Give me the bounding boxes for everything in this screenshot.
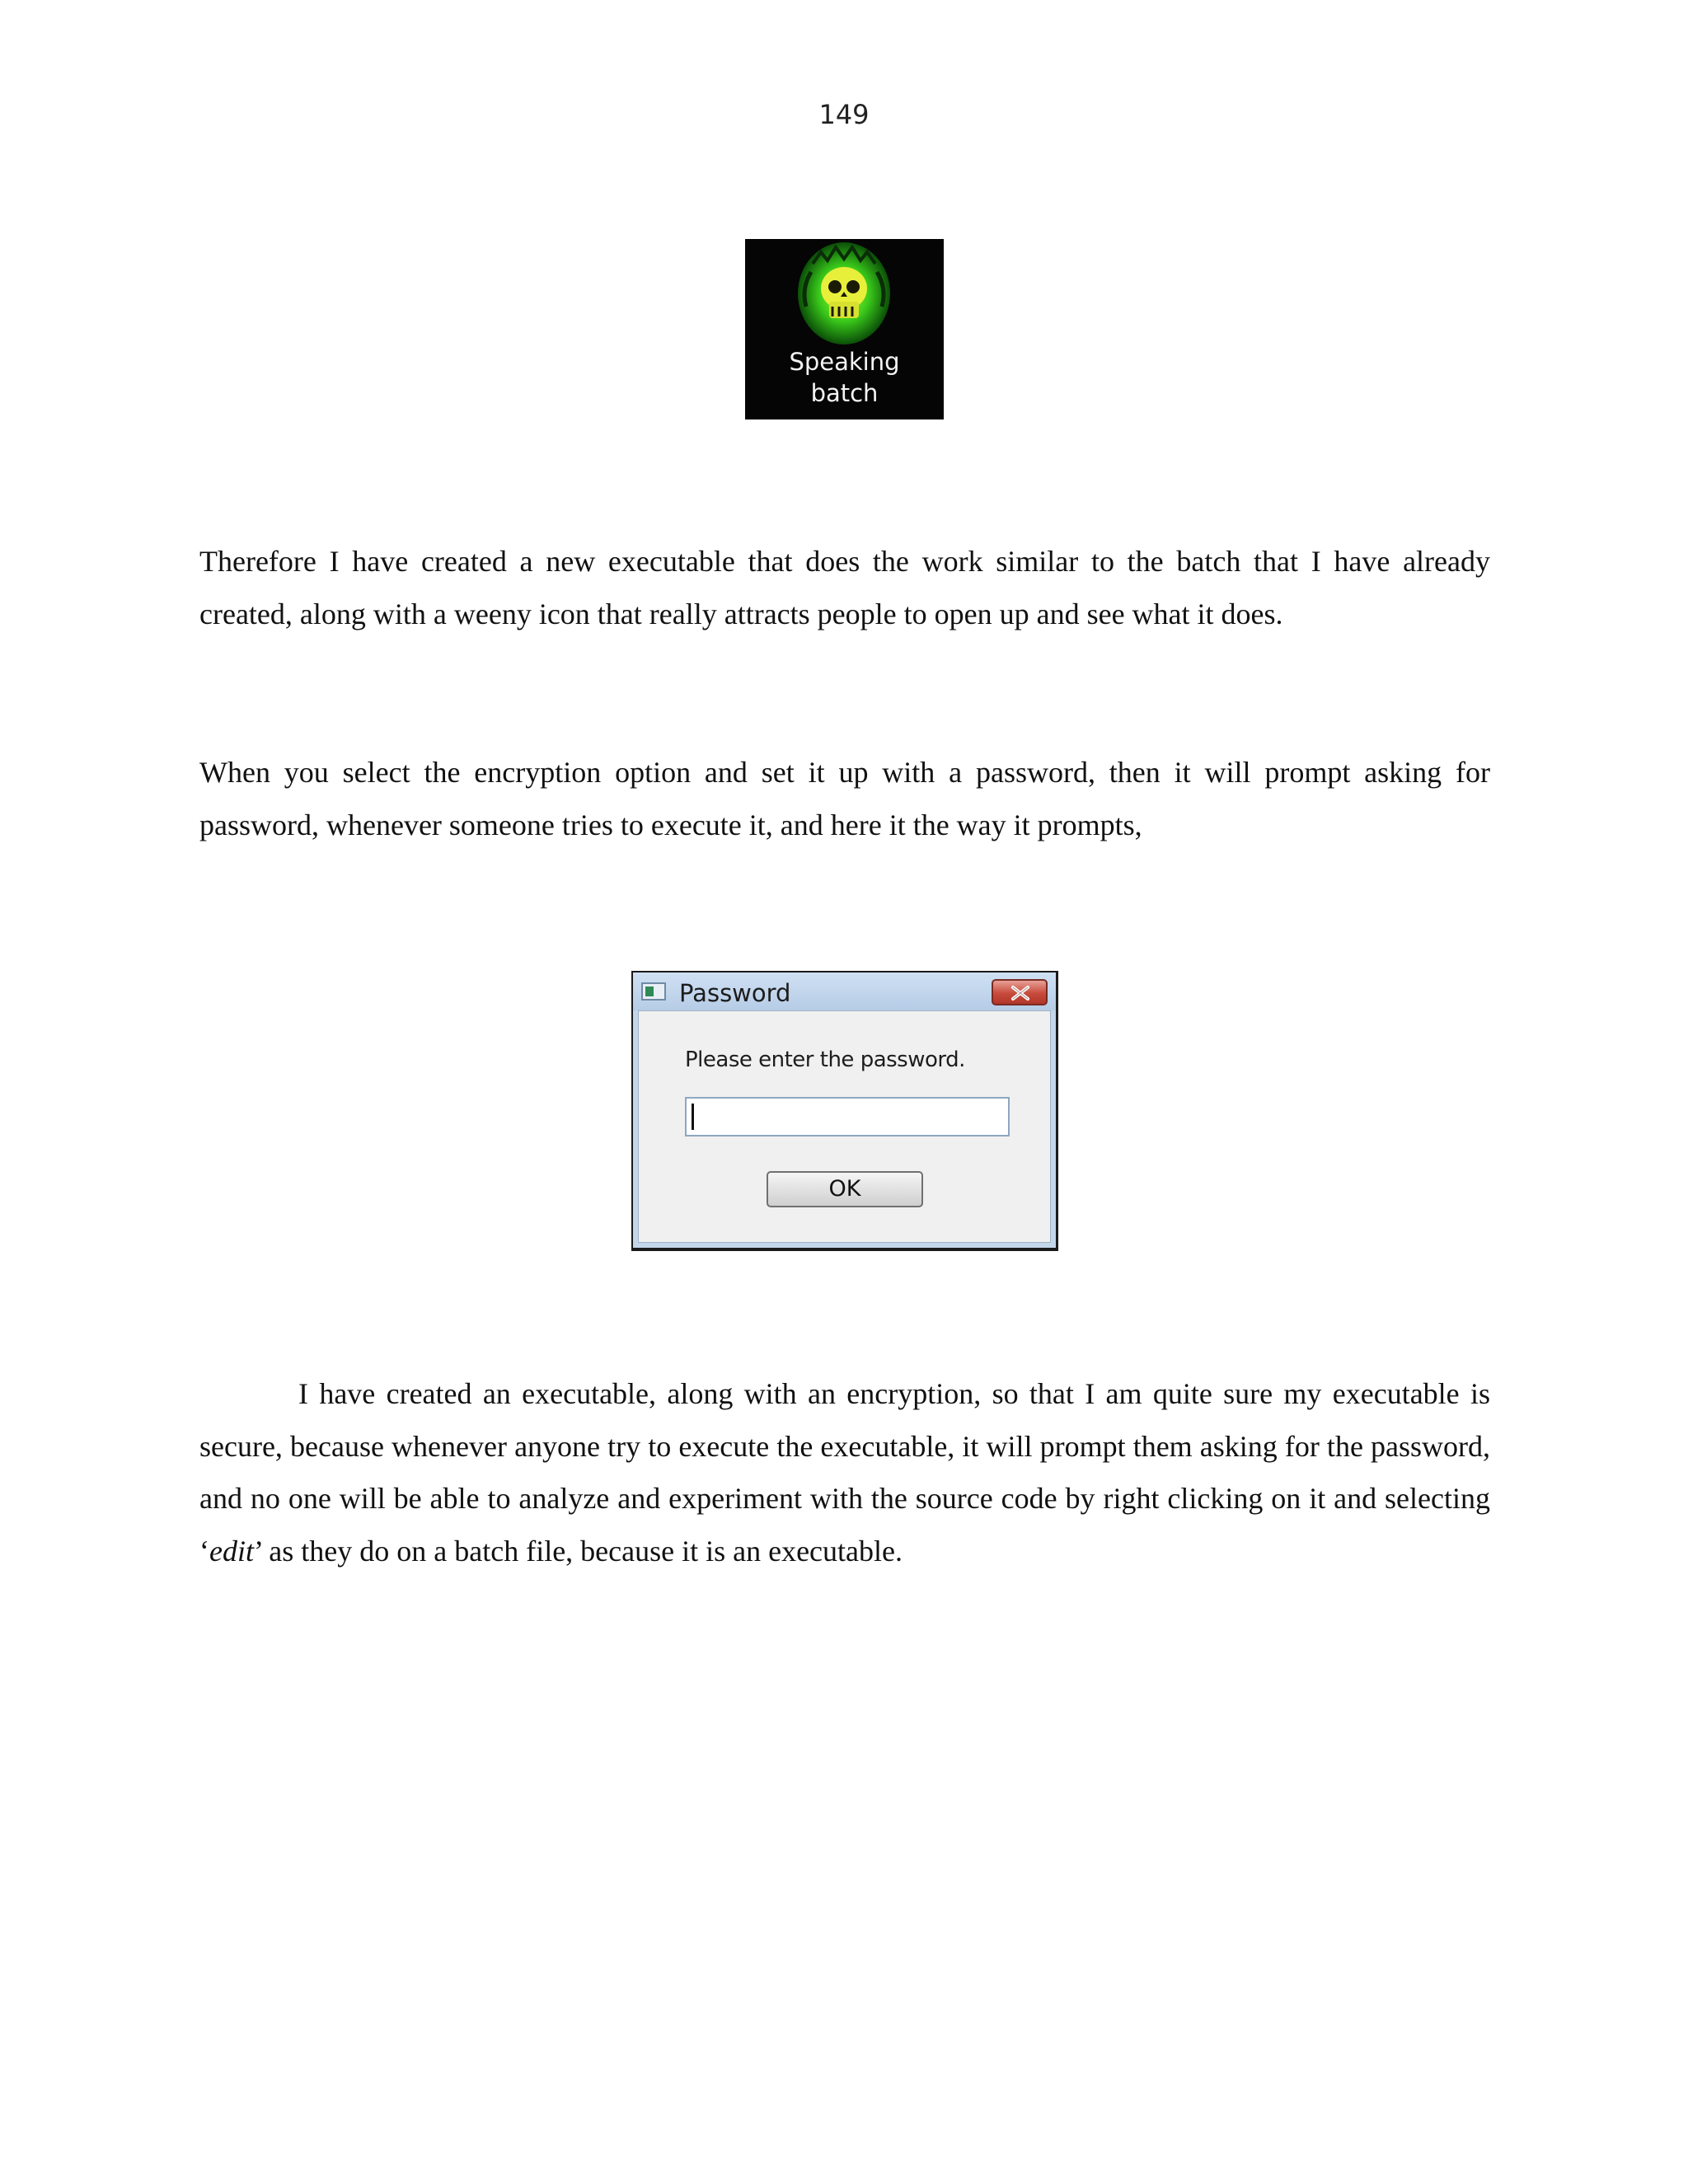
paragraph-line: created, along with a weeny icon that really attracts people to open up and see what it does. (199, 597, 1283, 630)
paragraph-executable-security (199, 1368, 1490, 1577)
paragraph-line: Therefore I have created a new executable that does the work similar to the batch that I have already (199, 545, 1490, 578)
edit-term: edit (209, 1534, 254, 1568)
password-prompt-label: Please enter the password. (685, 1047, 965, 1072)
paragraph-encryption-option (199, 747, 1490, 851)
desktop-icon-label (745, 346, 944, 409)
desktop-icon-label-line1: Speaking (789, 348, 900, 376)
dialog-title: Password (679, 979, 791, 1007)
close-icon (1010, 985, 1031, 1001)
text-caret (692, 1104, 694, 1130)
paragraph-line: password, whenever someone tries to execute it, and here it the way it prompts, (199, 808, 1142, 841)
speaking-batch-desktop-icon[interactable] (745, 239, 944, 419)
ok-button[interactable]: OK (767, 1171, 923, 1207)
paragraph-executable-intro (199, 536, 1490, 640)
paragraph-text: ’ as they do on a batch file, because it is an executable. (253, 1534, 903, 1568)
close-button[interactable] (992, 979, 1048, 1005)
green-skull-icon (745, 239, 944, 346)
paragraph-line: When you select the encryption option and set it up with a password, then it will prompt asking for (199, 756, 1490, 789)
desktop-icon-label-line2: batch (810, 379, 879, 407)
dialog-body (638, 1010, 1051, 1243)
password-input[interactable] (685, 1097, 1010, 1137)
window-app-icon (641, 982, 666, 1001)
dialog-titlebar[interactable] (633, 972, 1056, 1010)
paragraph-text: I have created an executable, along with an encryption, so that I am quite sure my executable is secure, because whenever anyone try to execute the executable, it will prompt them asking for the password, and no one will be able to analyze and experiment with the source code by right clicking on it and selecting ‘ (199, 1377, 1490, 1568)
page-number: 149 (818, 99, 870, 130)
password-dialog (631, 971, 1058, 1251)
